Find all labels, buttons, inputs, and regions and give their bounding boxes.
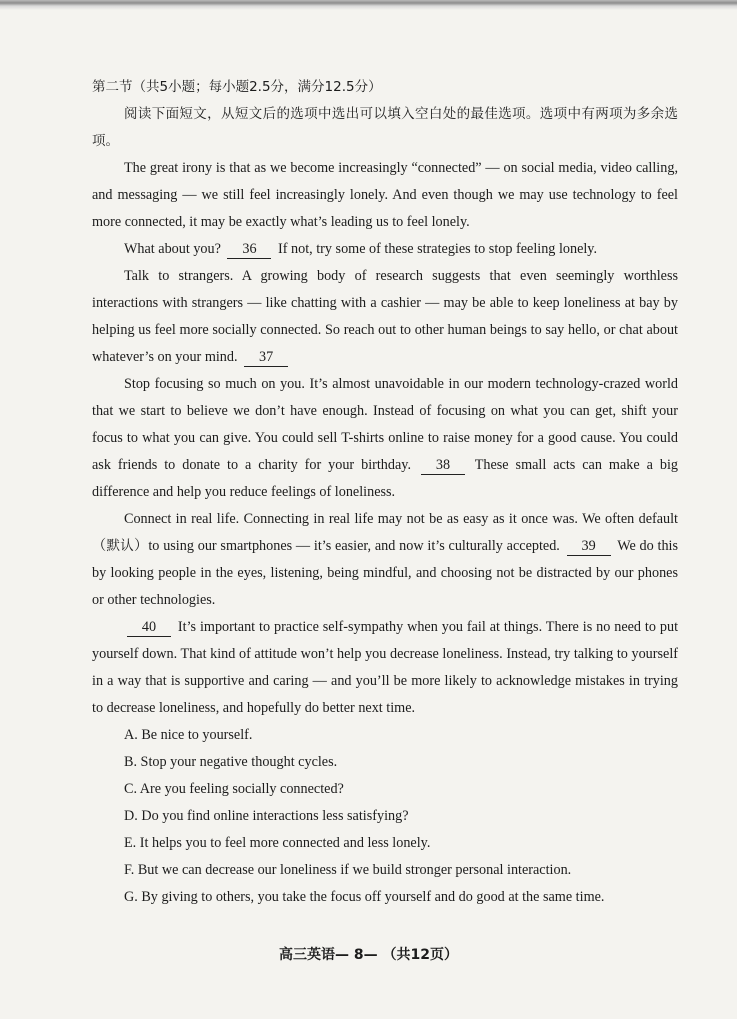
paragraph-4 bbox=[92, 371, 678, 506]
options-list bbox=[92, 722, 678, 911]
blank-36[interactable]: 36 bbox=[227, 241, 271, 259]
page-top-border bbox=[0, 0, 737, 12]
paragraph-5-chinese-gloss: 默认 bbox=[106, 538, 134, 554]
instructions: 阅读下面短文，从短文后的选项中选出可以填入空白处的最佳选项。选项中有两项为多余选项。 bbox=[92, 106, 678, 149]
paragraph-4-before: Stop focusing so much on you. It’s almost unavoidable in our modern technology-crazed world that we start to believe we don’t have enough. Instead of focusing on what you can get, shift your focus to what you can give. You could sell T-shirts online to raise money for a good cause. You could ask friends to donate to a charity for your birthday. bbox=[92, 376, 678, 473]
paragraph-3-text: Talk to strangers. A growing body of research suggests that even seemingly worthless interactions with strangers — like chatting with a cashier — may be able to keep loneliness at bay by helping us feel more socially connected. So reach out to other human beings to say hello, or chat about whatever’s on your mind. bbox=[92, 268, 678, 365]
option-e: E. It helps you to feel more connected and less lonely. bbox=[124, 835, 431, 851]
blank-38[interactable]: 38 bbox=[421, 457, 465, 475]
option-c: C. Are you feeling socially connected? bbox=[124, 781, 344, 797]
document-page bbox=[92, 74, 678, 911]
paragraph-2-before: What about you? bbox=[124, 241, 221, 257]
blank-40[interactable]: 40 bbox=[127, 619, 171, 637]
blank-39[interactable]: 39 bbox=[567, 538, 611, 556]
paragraph-5 bbox=[92, 506, 678, 614]
option-d: D. Do you find online interactions less satisfying? bbox=[124, 808, 409, 824]
page-footer: 高三英语— 8— （共12页） bbox=[279, 947, 458, 963]
paragraph-4-after: These small acts can make a big difference and help you reduce feelings of loneliness. bbox=[92, 457, 678, 500]
option-a: A. Be nice to yourself. bbox=[124, 727, 253, 743]
paragraph-3 bbox=[92, 263, 678, 371]
option-f: F. But we can decrease our loneliness if we build stronger personal interaction. bbox=[124, 862, 572, 878]
section-title: 第二节（共5小题；每小题2.5分，满分12.5分） bbox=[92, 79, 382, 95]
blank-37[interactable]: 37 bbox=[244, 349, 288, 367]
paragraph-6 bbox=[92, 614, 678, 722]
option-b: B. Stop your negative thought cycles. bbox=[124, 754, 338, 770]
paragraph-2 bbox=[92, 236, 678, 263]
paragraph-2-after: If not, try some of these strategies to stop feeling lonely. bbox=[278, 241, 598, 257]
paragraph-6-text: It’s important to practice self-sympathy when you fail at things. There is no need to put yourself down. That kind of attitude won’t help you decrease loneliness. Instead, try talking to yourself in a way that is supportive and caring — and you’ll be more likely to acknowledge mistakes in trying to decrease loneliness, and hopefully do better next time. bbox=[92, 619, 679, 716]
option-g: G. By giving to others, you take the focus off yourself and do good at the same time. bbox=[124, 889, 605, 905]
paragraph-5-part-b: ）to using our smartphones — it’s easier, and now it’s culturally accepted. bbox=[133, 538, 560, 554]
paragraph-5-after: We do this by looking people in the eyes, listening, being mindful, and choosing not be distracted by our phones or other technologies. bbox=[92, 538, 679, 608]
paragraph-5-part-a: Connect in real life. Connecting in real life may not be as easy as it once was. We often default（ bbox=[92, 511, 678, 554]
paragraph-1: The great irony is that as we become increasingly “connected” — on social media, video calling, and messaging — we still feel increasingly lonely. And even though we may use technology to feel more connected, it may be exactly what’s leading us to feel lonely. bbox=[92, 160, 678, 230]
